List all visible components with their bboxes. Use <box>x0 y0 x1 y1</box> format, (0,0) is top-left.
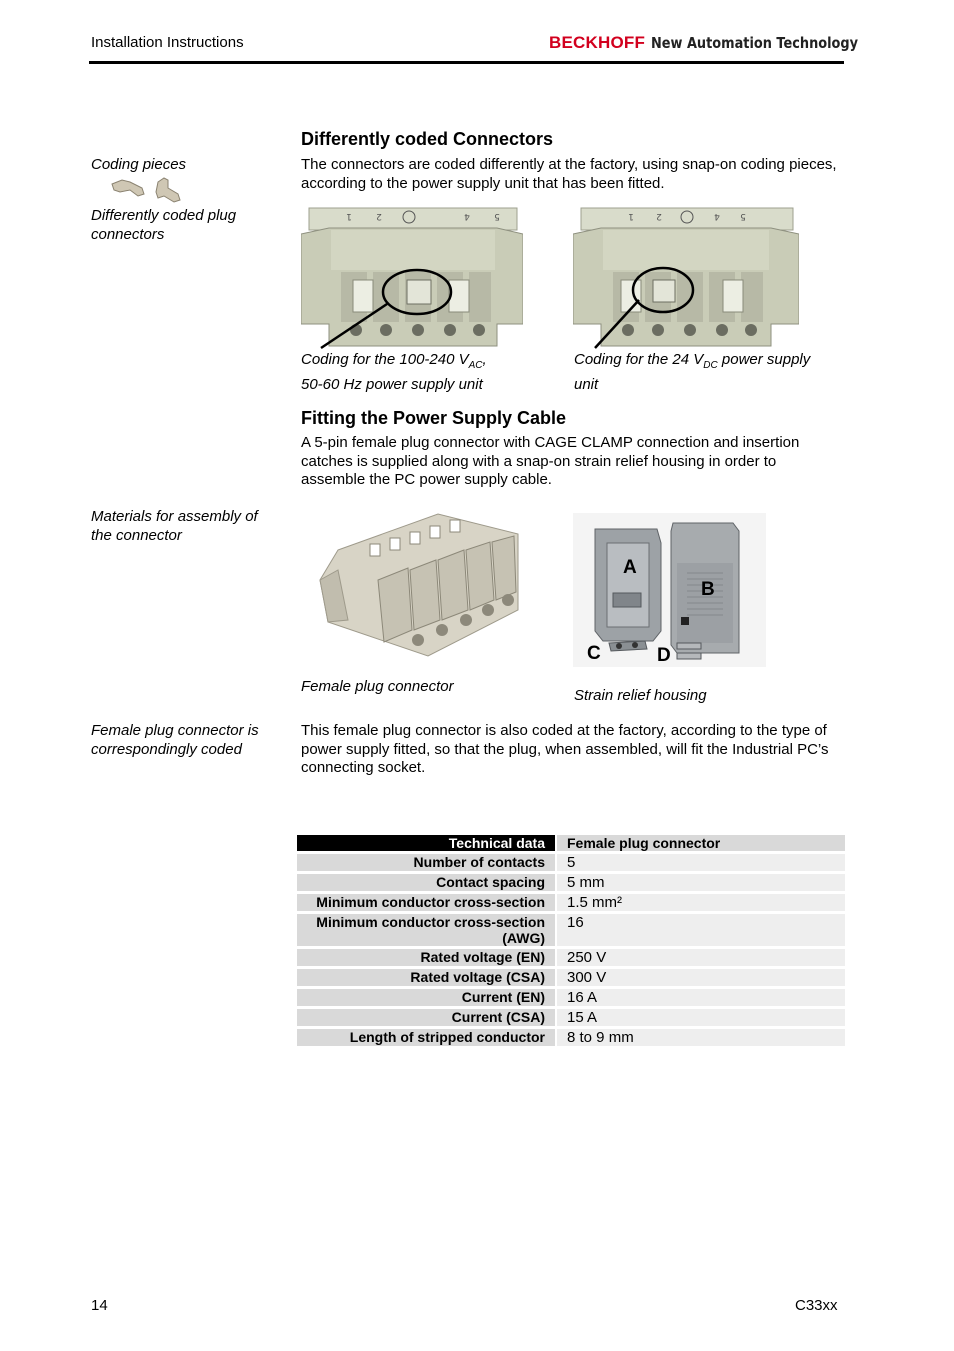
pin-label: 1 <box>346 211 352 221</box>
page-number: 14 <box>91 1297 108 1314</box>
caption-coding-dc: Coding for the 24 $V_{DC}$ power supply unit <box>574 351 811 393</box>
female-plug-photo <box>318 510 524 658</box>
table-cell-key: Length of stripped conductor <box>297 1029 555 1046</box>
header-title: Installation Instructions <box>91 34 244 51</box>
label-c: C <box>587 643 601 664</box>
side-label-correspondingly-coded: Female plug connector is correspondingly coded <box>91 722 259 758</box>
table-cell-value: 5 mm <box>557 874 845 891</box>
pin-label: 5 <box>740 211 746 221</box>
table-header-key: Technical data <box>297 835 555 851</box>
table-row <box>297 894 845 911</box>
table-cell-value: 16 <box>557 914 845 946</box>
section-body-power-cable: A 5-pin female plug connector with CAGE CLAMP connection and insertion catches is supplied along with a snap-on strain relief housing in order to assemble the PC power supply cable. <box>301 434 800 488</box>
table-cell-key: Current (EN) <box>297 989 555 1006</box>
table-row <box>297 1029 845 1046</box>
table-cell-key: Current (CSA) <box>297 1009 555 1026</box>
table-cell-key: Minimum conductor cross-section (AWG) <box>297 914 555 946</box>
table-cell-value: 1.5 mm² <box>557 894 845 911</box>
table-row <box>297 854 845 871</box>
table-cell-key: Minimum conductor cross-section <box>297 894 555 911</box>
pin-label: 4 <box>714 211 720 221</box>
brand-tagline: New Automation Technology <box>651 34 859 52</box>
table-row <box>297 1009 845 1026</box>
section-body-coded-connectors: The connectors are coded differently at the factory, using snap-on coding pieces, according to the power supply unit that has been fitted. <box>301 156 837 192</box>
section-heading-power-cable: Fitting the Power Supply Cable <box>301 408 567 428</box>
table-row <box>297 874 845 891</box>
side-label-coded-plugs: Differently coded plug connectors <box>91 207 237 243</box>
caption-female-plug: Female plug connector <box>301 678 454 695</box>
label-d: D <box>657 645 671 666</box>
brand-name: BECKHOFF <box>549 33 646 52</box>
side-label-coding-pieces: Coding pieces <box>91 156 187 173</box>
caption-strain-relief: Strain relief housing <box>574 687 707 704</box>
table-row <box>297 969 845 986</box>
table-cell-key: Rated voltage (CSA) <box>297 969 555 986</box>
table-header-value: Female plug connector <box>557 835 845 851</box>
strain-relief-photo <box>573 513 766 667</box>
table-row <box>297 949 845 966</box>
pin-label: 2 <box>376 211 382 221</box>
table-cell-value: 250 V <box>557 949 845 966</box>
table-header-row <box>297 835 845 851</box>
table-row <box>297 914 845 946</box>
pin-label: 2 <box>656 211 662 221</box>
table-cell-value: 300 V <box>557 969 845 986</box>
coding-pieces-image <box>108 174 188 204</box>
section-body-female-coded: This female plug connector is also coded at the factory, according to the type of power supply fitted, so that the plug, when assembled, will fit the Industrial PC’s connecting socket. <box>301 722 829 776</box>
pin-label: 4 <box>464 211 470 221</box>
side-label-materials: Materials for assembly of the connector <box>91 508 258 544</box>
table-cell-key: Number of contacts <box>297 854 555 871</box>
label-b: B <box>701 579 715 600</box>
table-cell-value: 5 <box>557 854 845 871</box>
table-cell-value: 15 A <box>557 1009 845 1026</box>
doc-code: C33xx <box>795 1297 838 1314</box>
connector-photo-dc <box>573 206 799 351</box>
header-rule <box>89 61 844 64</box>
caption-coding-ac: Coding for the 100-240 $V_{AC}$, 50-60 Hz power supply unit <box>301 351 487 393</box>
connector-photo-ac <box>301 206 523 351</box>
label-a: A <box>623 557 637 578</box>
brand-logo <box>549 33 892 53</box>
table-cell-value: 16 A <box>557 989 845 1006</box>
table-row <box>297 989 845 1006</box>
table-cell-key: Rated voltage (EN) <box>297 949 555 966</box>
pin-label: 5 <box>494 211 500 221</box>
pin-label: 1 <box>628 211 634 221</box>
table-cell-key: Contact spacing <box>297 874 555 891</box>
table-cell-value: 8 to 9 mm <box>557 1029 845 1046</box>
section-heading-coded-connectors: Differently coded Connectors <box>301 129 554 149</box>
technical-data-table <box>295 832 847 1049</box>
